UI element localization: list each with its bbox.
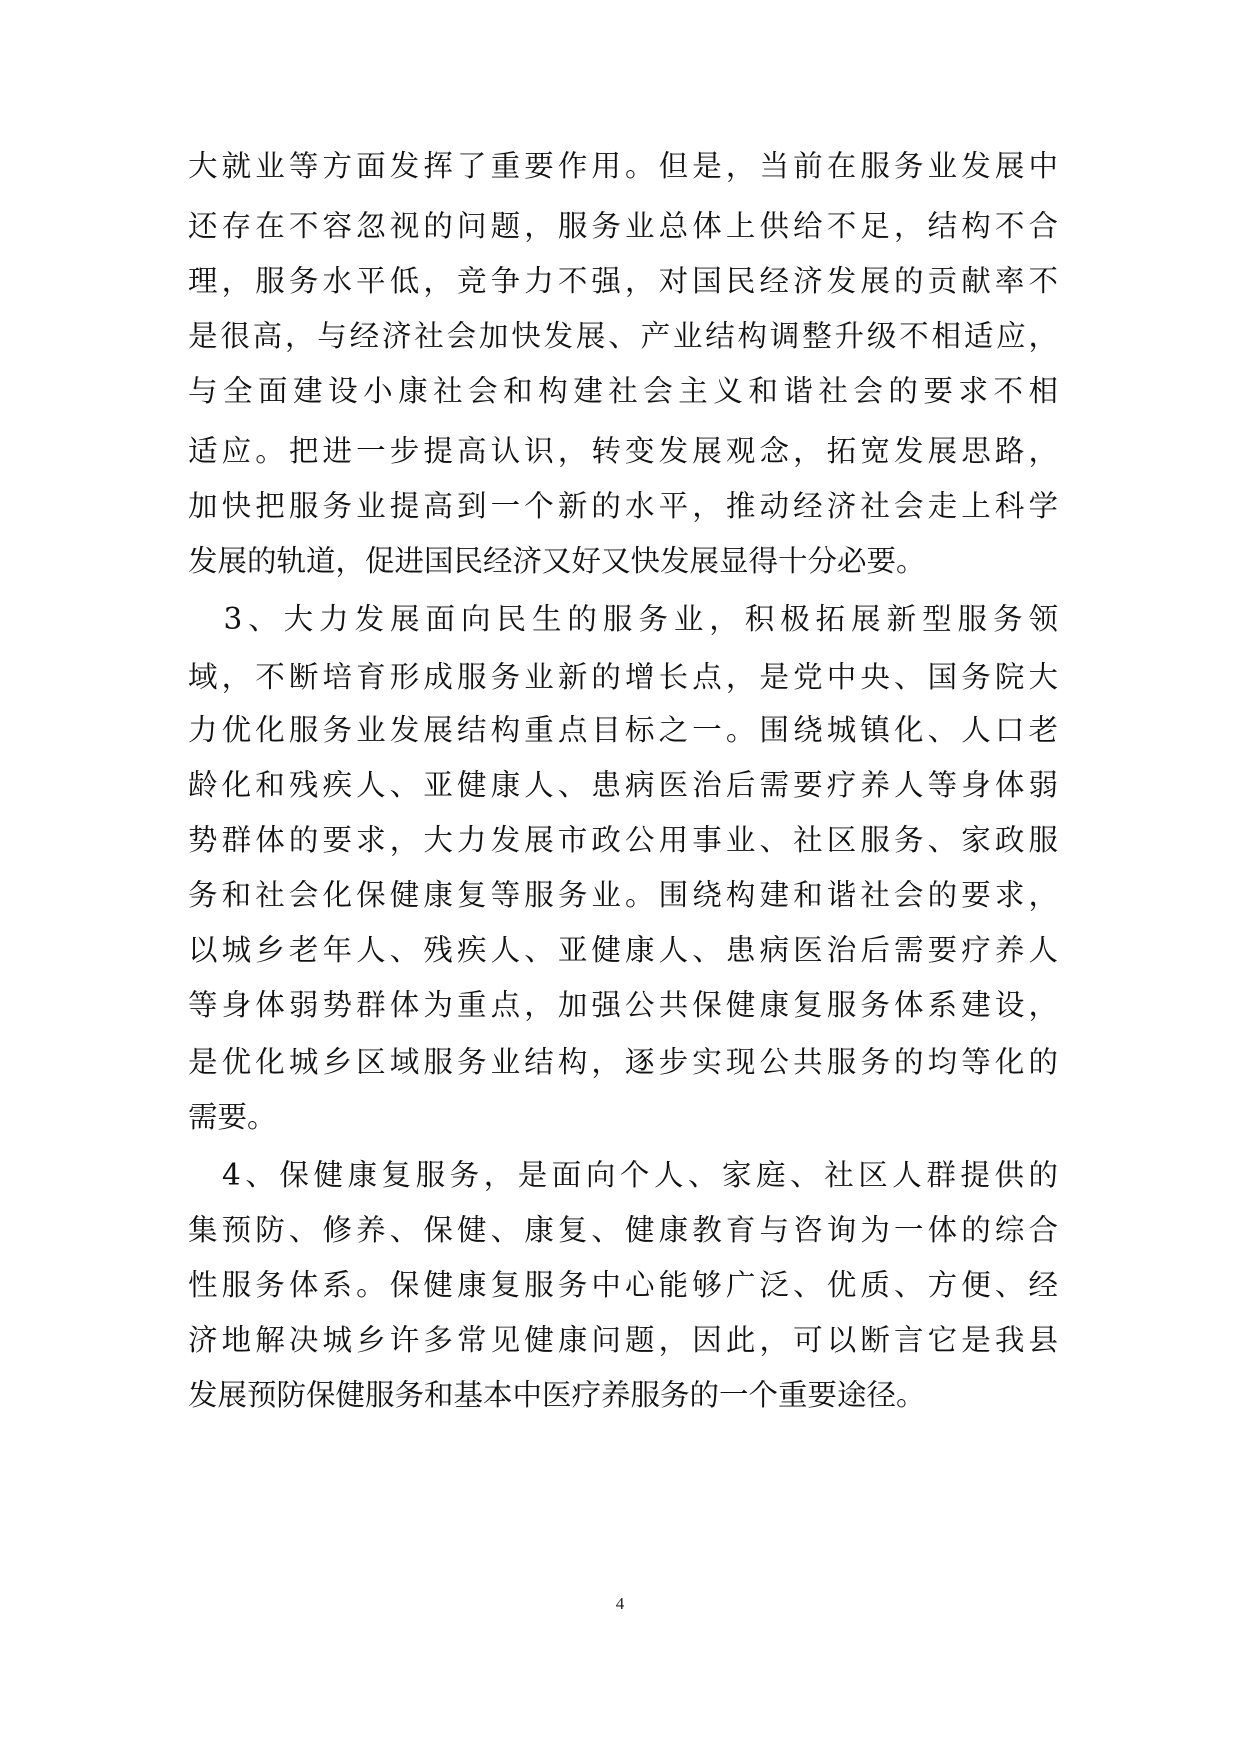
body-text-line: 适应。把进一步提高认识，转变发展观念，拓宽发展思路， bbox=[188, 434, 1058, 468]
body-text-line: 发展的轨道，促进国民经济又好又快发展显得十分必要。 bbox=[188, 544, 926, 578]
body-text-line: 以城乡老年人、残疾人、亚健康人、患病医治后需要疗养人 bbox=[188, 933, 1058, 967]
page-number: 4 bbox=[615, 1594, 625, 1613]
body-text-line: 域，不断培育形成服务业新的增长点，是党中央、国务院大 bbox=[188, 660, 1058, 694]
body-text-line: 发展预防保健服务和基本中医疗养服务的一个重要途径。 bbox=[188, 1378, 926, 1412]
body-text-line: 龄化和残疾人、亚健康人、患病医治后需要疗养人等身体弱 bbox=[188, 768, 1058, 802]
body-text-line: 济地解决城乡许多常见健康问题，因此，可以断言它是我县 bbox=[188, 1323, 1058, 1357]
body-text-line: 4、保健康复服务，是面向个人、家庭、社区人群提供的 bbox=[188, 1158, 1058, 1192]
body-text-line: 是优化城乡区域服务业结构，逐步实现公共服务的均等化的 bbox=[188, 1045, 1058, 1079]
body-text-line: 需要。 bbox=[188, 1100, 277, 1134]
body-text-line: 是很高，与经济社会加快发展、产业结构调整升级不相适应， bbox=[188, 319, 1058, 353]
body-text-line: 集预防、修养、保健、康复、健康教育与咨询为一体的综合 bbox=[188, 1213, 1058, 1247]
body-text-line: 势群体的要求，大力发展市政公用事业、社区服务、家政服 bbox=[188, 823, 1058, 857]
body-text-line: 加快把服务业提高到一个新的水平，推动经济社会走上科学 bbox=[188, 489, 1058, 523]
body-text-line: 等身体弱势群体为重点，加强公共保健康复服务体系建设， bbox=[188, 988, 1058, 1022]
body-text-line: 理，服务水平低，竞争力不强，对国民经济发展的贡献率不 bbox=[188, 264, 1058, 298]
body-text-line: 与全面建设小康社会和构建社会主义和谐社会的要求不相 bbox=[188, 374, 1058, 408]
body-text-line: 3、大力发展面向民生的服务业，积极拓展新型服务领 bbox=[188, 602, 1058, 636]
body-text-line: 还存在不容忽视的问题，服务业总体上供给不足，结构不合 bbox=[188, 209, 1058, 243]
body-text-line: 性服务体系。保健康复服务中心能够广泛、优质、方便、经 bbox=[188, 1268, 1058, 1302]
body-text-line: 大就业等方面发挥了重要作用。但是，当前在服务业发展中 bbox=[188, 149, 1058, 183]
body-text-line: 务和社会化保健康复等服务业。围绕构建和谐社会的要求， bbox=[188, 878, 1058, 912]
body-text-line: 力优化服务业发展结构重点目标之一。围绕城镇化、人口老 bbox=[188, 713, 1058, 747]
